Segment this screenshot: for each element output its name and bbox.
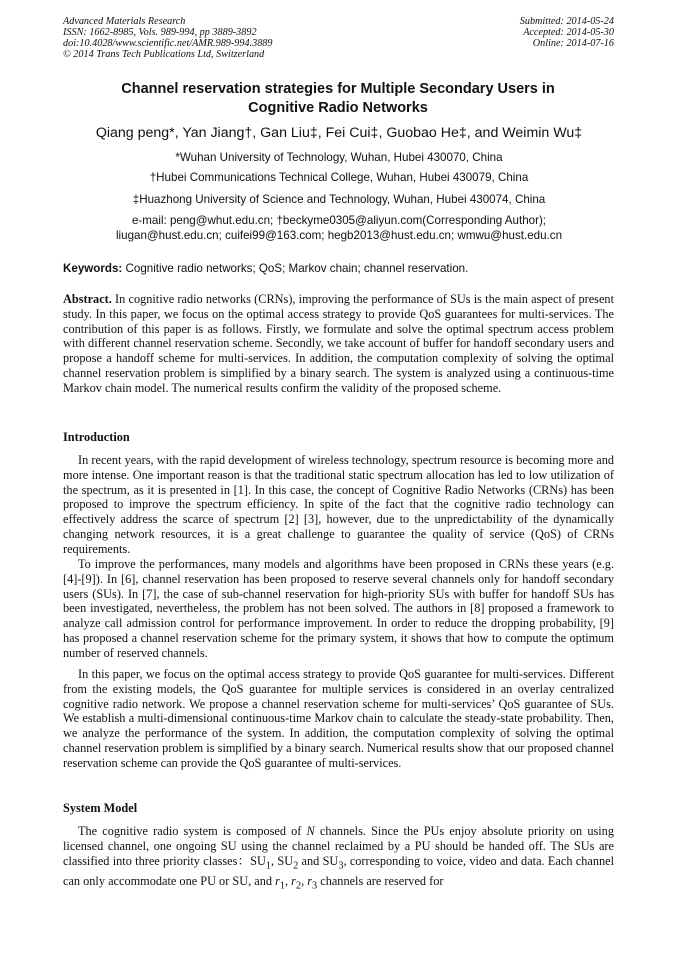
affiliation-2: †Hubei Communications Technical College, Wuhan, Hubei 430079, China bbox=[149, 171, 529, 184]
keywords-label: Keywords: bbox=[63, 262, 123, 275]
abstract-text: In cognitive radio networks (CRNs), improving the performance of SUs is the main aspect of present study. In this paper, we focus on the optimal access strategy to provide QoS guarantees for multi-services. The contribution of this paper is as follows. Firstly, we formulate and solve the optimal spectrum access problem with different channel reservation scheme. Secondly, we take account of buffer for handoff secondary users and propose a handoff scheme for multi-services. In addition, the computation complexity of solving the optimal channel reservation problem is simplified by a binary search. The system is analyzed using a continuous-time Markov chain model. The numerical results confirm the validity of the proposed scheme. bbox=[63, 292, 614, 395]
copyright: © 2014 Trans Tech Publications Ltd, Switzerland bbox=[63, 49, 265, 60]
submitted-date: Submitted: 2014-05-24 bbox=[519, 16, 614, 27]
keywords bbox=[63, 262, 468, 275]
intro-paragraph-2: To improve the performances, many models and algorithms have been proposed in CRNs these years (e.g. [4]-[9]). In [6], channel reservation has been proposed to reserve several channels only for handoff secondary users (SUs). In [7], the case of sub-channel reservation for high-priority SUs with buffer for handoff SUs has been investigated, nevertheless, the problem has not been solved. The authors in [8] proposed a framework to analyze call admission control for performance improvement. In order to reduce the dropping probability, [9] has proposed a channel reservation scheme for the primary system, it shows that how to compute the optimum number of reserved channels. bbox=[63, 557, 614, 660]
system-model-heading: System Model bbox=[63, 801, 138, 815]
online-date: Online: 2014-07-16 bbox=[532, 38, 614, 49]
email-line-2: liugan@hust.edu.cn; cuifei99@163.com; hegb2013@hust.edu.cn; wmwu@hust.edu.cn bbox=[115, 229, 563, 242]
title-line-1: Channel reservation strategies for Multiple Secondary Users in bbox=[121, 81, 555, 97]
dates-header bbox=[520, 16, 614, 49]
keywords-text: Cognitive radio networks; QoS; Markov chain; channel reservation. bbox=[125, 262, 469, 275]
paper-title bbox=[63, 80, 613, 118]
doi: doi:10.4028/www.scientific.net/AMR.989-994.3889 bbox=[63, 38, 273, 49]
issn: ISSN: 1662-8985, Vols. 989-994, pp 3889-3892 bbox=[63, 27, 257, 38]
system-model-paragraph: The cognitive radio system is composed of N channels. Since the PUs enjoy absolute priority on using licensed channel, one ongoing SU using the channel reclaimed by a PU should be handed off. The SUs are classified into three priority classes：$SU_1$, $SU_2$ and $SU_3$, corresponding to voice, video and data. Each channel can only accommodate one PU or SU, and $r_1$, $r_2$, $r_3$ channels are reserved for bbox=[63, 824, 615, 892]
intro-paragraph-1: In recent years, with the rapid development of wireless technology, spectrum resource is becoming more and more intense. One important reason is that the traditional static spectrum allocation has led to low utilization of the spectrum, as it is presented in [1]. In this case, the concept of Cognitive Radio Networks (CRNs) has been proposed to improve the spectrum efficiency. In spite of the fact that the cognitive radio technology can effectively address the scarce of spectrum [2] [3], however, due to the unpredictability of the dynamically changing network resources, it is a great challenge to guarantee the quality of service (QoS) of CRNs requirements. bbox=[63, 453, 614, 556]
affiliation-3: ‡Huazhong University of Science and Technology, Wuhan, Hubei 430074, China bbox=[132, 193, 546, 206]
introduction-heading: Introduction bbox=[63, 430, 130, 444]
journal-header bbox=[63, 16, 272, 60]
accepted-date: Accepted: 2014-05-30 bbox=[523, 27, 614, 38]
abstract bbox=[63, 292, 614, 396]
title-line-2: Cognitive Radio Networks bbox=[248, 100, 428, 116]
affiliation-1: *Wuhan University of Technology, Wuhan, Hubei 430070, China bbox=[175, 151, 503, 164]
email-line-1: e-mail: peng@whut.edu.cn; †beckyme0305@aliyun.com(Corresponding Author); bbox=[131, 214, 547, 227]
abstract-label: Abstract. bbox=[63, 292, 112, 306]
journal-name: Advanced Materials Research bbox=[63, 16, 186, 27]
authors: Qiang peng*, Yan Jiang†, Gan Liu‡, Fei Cui‡, Guobao He‡, and Weimin Wu‡ bbox=[95, 125, 583, 141]
intro-paragraph-3: In this paper, we focus on the optimal access strategy to provide QoS guarantee for multi-services. Different from the existing models, the QoS guarantee for multiple services is considered in an overlay centralized cognitive radio network. We propose a channel reservation scheme for multi-services’ QoS guarantee of SUs. We establish a multi-dimensional continuous-time Markov chain to calculate the steady-state probability. Then, we analyze the performance of the system. In addition, the computation complexity of solving the optimal channel reservation problem is simplified by a binary search. Numerical results show that our proposed channel reservation scheme can provide the QoS guarantee of multi-services. bbox=[63, 667, 614, 770]
